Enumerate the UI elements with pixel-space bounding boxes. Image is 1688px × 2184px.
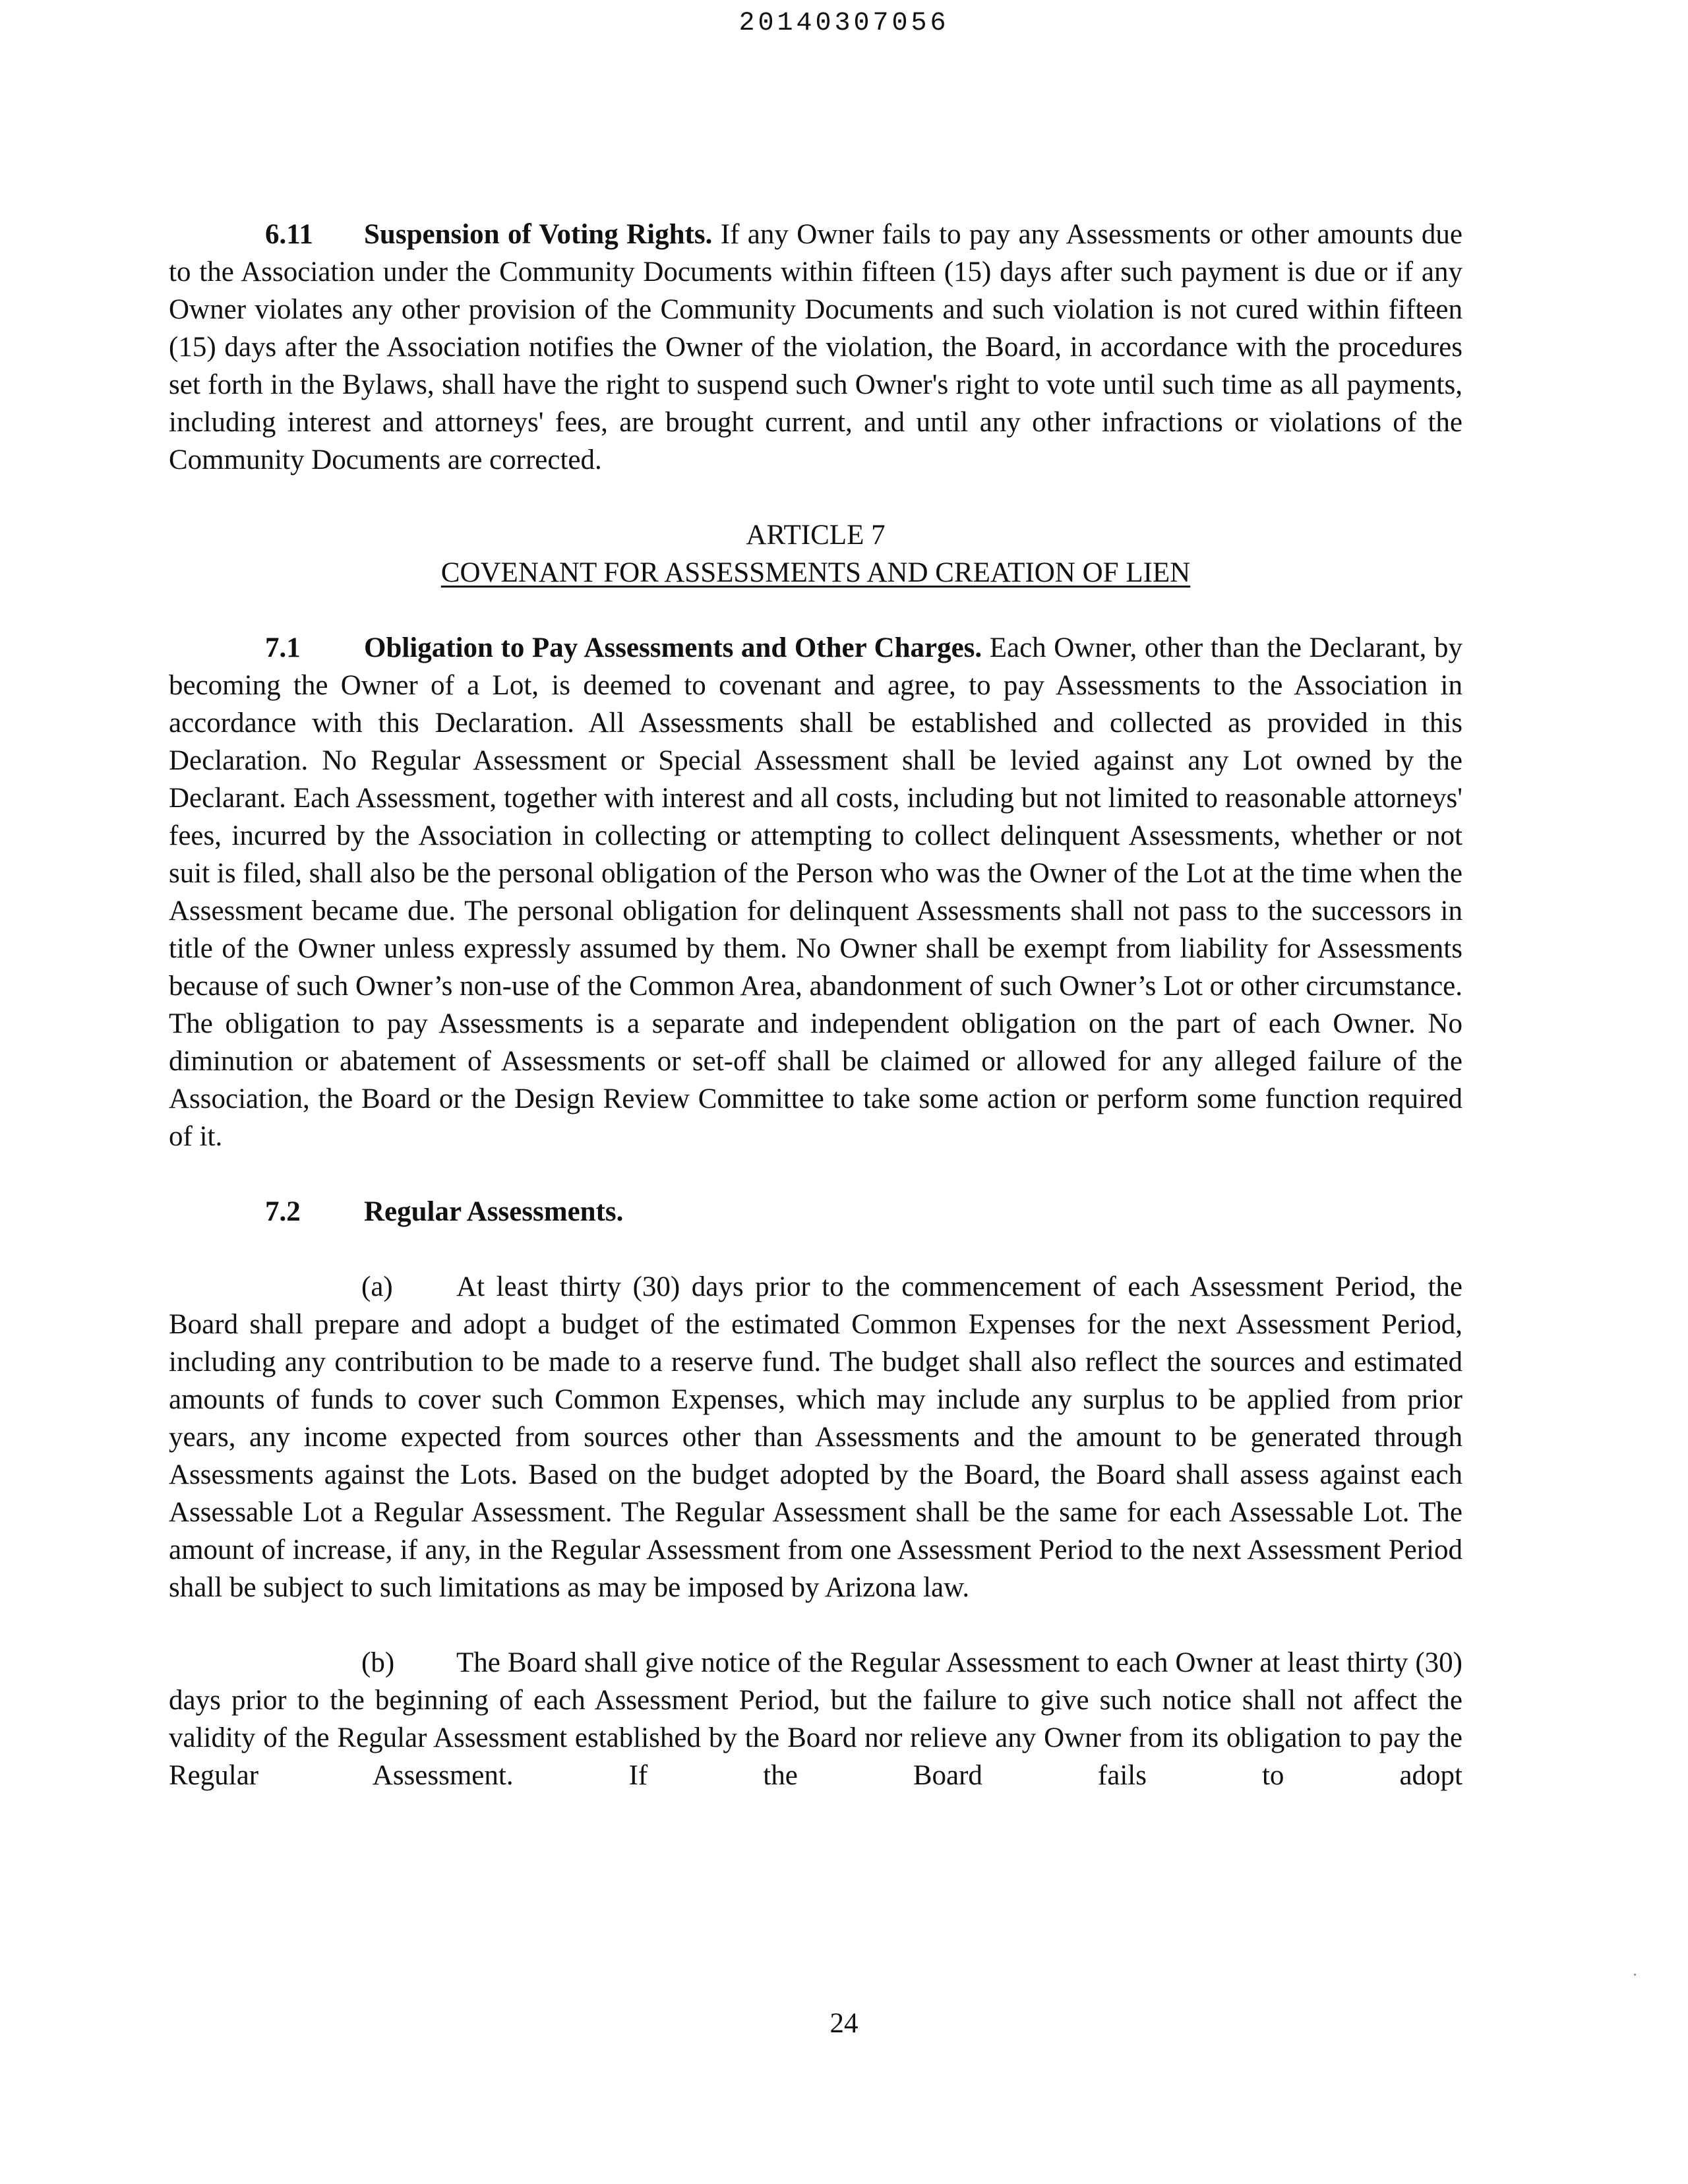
subsection-b-paragraph [169,1644,1462,1794]
page-number: 24 [829,2008,859,2039]
subsection-label: (b) [361,1647,395,1678]
subsection-a-paragraph [169,1268,1462,1606]
section-body: If any Owner fails to pay any Assessments or other amounts due to the Association under the Community Documents within fifteen (15) days after such payment is due or if any Owner violates any other provision of the Community Documents and such violation is not cured within fifteen (15) days after the Association notifies the Owner of the violation, the Board, in accordance with the procedures set forth in the Bylaws, shall have the right to suspend such Owner's right to vote until such time as all payments, including interest and attorneys' fees, are brought current, and until any other infractions or violations of the Community Documents are corrected. [169,219,1462,475]
page-content [169,216,1462,1794]
subsection-body: The Board shall give notice of the Regular Assessment to each Owner at least thirty (30) days prior to the beginning of each Assessment Period, but the failure to give such notice shall not affect the validity of the Regular Assessment established by the Board nor relieve any Owner from its obligation to pay the Regular Assessment. If the Board fails to adopt [169,1647,1462,1791]
document-number: 20140307056 [738,9,950,38]
section-number: 7.1 [265,632,301,663]
section-title: Regular Assessments. [364,1196,624,1227]
section-body: Each Owner, other than the Declarant, by becoming the Owner of a Lot, is deemed to covenant and agree, to pay Assessments to the Association in accordance with this Declaration. All Assessments shall be established and collected as provided in this Declaration. No Regular Assessment or Special Assessment shall be levied against any Lot owned by the Declarant. Each Assessment, together with interest and all costs, including but not limited to reasonable attorneys' fees, incurred by the Association in collecting or attempting to collect delinquent Assessments, whether or not suit is filed, shall also be the personal obligation of the Person who was the Owner of the Lot at the time when the Assessment became due. The personal obligation for delinquent Assessments shall not pass to the successors in title of the Owner unless expressly assumed by them. No Owner shall be exempt from liability for Assessments because of such Owner’s non-use of the Common Area, abandonment of such Owner’s Lot or other circumstance. The obligation to pay Assessments is a separate and independent obligation on the part of each Owner. No diminution or abatement of Assessments or set-off shall be claimed or allowed for any alleged failure of the Association, the Board or the Design Review Committee to take some action or perform some function required of it. [169,632,1462,1152]
article-heading: COVENANT FOR ASSESSMENTS AND CREATION OF LIEN [440,557,1191,588]
section-title: Suspension of Voting Rights. [364,219,713,250]
subsection-body: At least thirty (30) days prior to the commencement of each Assessment Period, the Board shall prepare and adopt a budget of the estimated Common Expenses for the next Assessment Period, including any contribution to be made to a reserve fund. The budget shall also reflect the sources and estimated amounts of funds to cover such Common Expenses, which may include any surplus to be applied from prior years, any income expected from sources other than Assessments and the amount to be generated through Assessments against the Lots. Based on the budget adopted by the Board, the Board shall assess against each Assessable Lot a Regular Assessment. The Regular Assessment shall be the same for each Assessable Lot. The amount of increase, if any, in the Regular Assessment from one Assessment Period to the next Assessment Period shall be subject to such limitations as may be imposed by Arizona law. [169,1271,1462,1603]
section-number: 7.2 [265,1196,301,1227]
scan-speck [1634,1974,1636,1976]
section-number: 6.11 [265,219,313,250]
section-title: Obligation to Pay Assessments and Other Charges. [364,632,982,663]
subsection-label: (a) [361,1271,393,1302]
article-label: ARTICLE 7 [746,520,886,551]
section-7-2-heading [169,1193,1462,1230]
article-heading-line [169,554,1462,592]
section-7-1-paragraph [169,629,1462,1155]
section-6-11-paragraph [169,216,1462,479]
